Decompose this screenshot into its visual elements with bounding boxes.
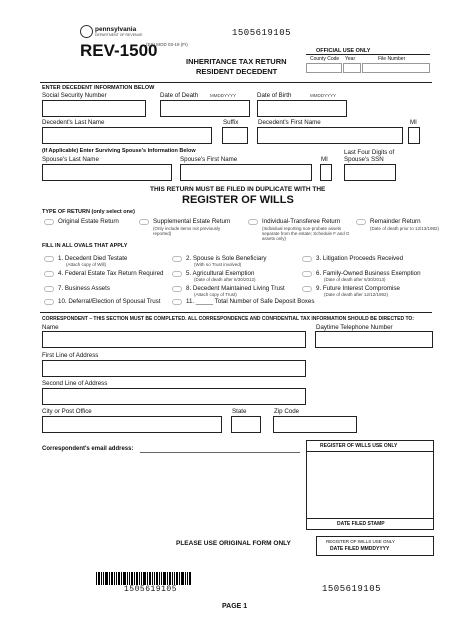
- register-of-wills-heading: REGISTER OF WILLS: [182, 194, 294, 206]
- phone-field[interactable]: [315, 331, 433, 348]
- zip-label: Zip Code: [274, 408, 300, 415]
- oval-8-label: 8. Decedent Maintained Living Trust: [186, 285, 285, 292]
- form-version: (EX) MOD 03-19 (FI): [146, 42, 188, 47]
- correspondent-name-field[interactable]: [42, 331, 306, 348]
- county-code-label: County Code: [310, 56, 340, 62]
- date-filed-stamp-label: DATE FILED STAMP: [337, 521, 385, 527]
- state-field[interactable]: [231, 416, 261, 433]
- spouse-ssn-label-line2: Spouse's SSN: [344, 156, 384, 163]
- oval-1-note: (Attach copy of Will): [66, 262, 107, 267]
- oval-2-note: (With no Trust involved): [194, 262, 242, 267]
- oval-2[interactable]: [172, 256, 182, 262]
- correspondent-notice: CORRESPONDENT – THIS SECTION MUST BE COMPLETED. ALL CORRESPONDENCE AND CONFIDENTIAL TAX INFORMATION SHOULD BE DIRECTED TO:: [42, 316, 414, 322]
- return-title-line1: INHERITANCE TAX RETURN: [186, 57, 287, 66]
- date-of-death-label: Date of Death: [160, 92, 199, 99]
- return-type-remainder-note: (Date of death prior to 12/13/1982): [370, 226, 440, 231]
- spouse-ssn-field[interactable]: [344, 164, 396, 181]
- email-field[interactable]: [140, 452, 300, 453]
- address2-label: Second Line of Address: [42, 380, 108, 387]
- state-label: State: [232, 408, 247, 415]
- oval-5-label: 5. Agricultural Exemption: [186, 270, 255, 277]
- date-of-birth-field[interactable]: [257, 100, 347, 117]
- spouse-first-name-field[interactable]: [180, 164, 312, 181]
- header-barcode-number: 1505619105: [232, 28, 292, 38]
- address1-label: First Line of Address: [42, 352, 99, 359]
- oval-2-label: 2. Spouse is Sole Beneficiary: [186, 255, 267, 262]
- oval-11[interactable]: [172, 299, 182, 305]
- oval-9-note: (Date of death after 12/12/1982): [324, 292, 389, 297]
- file-number-field[interactable]: [362, 63, 430, 73]
- dod-format: MMDDYYYY: [210, 93, 237, 98]
- ovals-title: FILL IN ALL OVALS THAT APPLY: [42, 243, 128, 249]
- oval-4-label: 4. Federal Estate Tax Return Required: [58, 270, 164, 277]
- correspondent-name-label: Name: [42, 324, 59, 331]
- oval-10[interactable]: [44, 299, 54, 305]
- decedent-last-name-label: Decedent's Last Name: [42, 119, 105, 126]
- spouse-last-name-field[interactable]: [42, 164, 172, 181]
- spouse-last-name-label: Spouse's Last Name: [42, 156, 99, 163]
- register-use-box: [306, 440, 434, 530]
- oval-3[interactable]: [302, 256, 312, 262]
- oval-9[interactable]: [302, 286, 312, 292]
- official-use-label: OFFICIAL USE ONLY: [316, 48, 371, 54]
- oval-5[interactable]: [172, 271, 182, 277]
- oval-7[interactable]: [44, 286, 54, 292]
- register-use-title: REGISTER OF WILLS USE ONLY: [320, 443, 398, 449]
- return-type-oval-transferee[interactable]: [248, 219, 258, 225]
- date-of-death-field[interactable]: [160, 100, 250, 117]
- original-form-notice: PLEASE USE ORIGINAL FORM ONLY: [176, 540, 291, 547]
- dob-format: MMDDYYYY: [310, 93, 337, 98]
- address1-field[interactable]: [42, 360, 306, 377]
- suffix-field[interactable]: [222, 127, 248, 144]
- spouse-section-title: (If Applicable) Enter Surviving Spouse's Information Below: [42, 148, 196, 154]
- decedent-first-name-label: Decedent's First Name: [258, 119, 321, 126]
- oval-6-label: 6. Family-Owned Business Exemption: [316, 270, 421, 277]
- oval-6-note: (Date of death after 6/30/2013): [324, 277, 386, 282]
- decedent-last-name-field[interactable]: [42, 127, 212, 144]
- oval-9-label: 9. Future Interest Compromise: [316, 285, 400, 292]
- decedent-mi-field[interactable]: [408, 127, 420, 144]
- oval-6[interactable]: [302, 271, 312, 277]
- spouse-mi-field[interactable]: [320, 164, 332, 181]
- page-number: PAGE 1: [222, 603, 248, 610]
- oval-7-label: 7. Business Assets: [58, 285, 110, 292]
- return-type-oval-remainder[interactable]: [356, 219, 366, 225]
- suffix-label: Suffix: [223, 119, 239, 126]
- date-of-birth-label: Date of Birth: [257, 92, 292, 99]
- return-title-line2: RESIDENT DECEDENT: [196, 67, 278, 76]
- footer-barcode: [96, 572, 216, 585]
- decedent-mi-label: MI: [410, 119, 417, 126]
- ssn-label: Social Security Number: [42, 92, 107, 99]
- form-number: REV-1500: [80, 41, 158, 60]
- city-field[interactable]: [42, 416, 222, 433]
- logo-subtext: DEPARTMENT OF REVENUE: [95, 33, 143, 37]
- phone-label: Daytime Telephone Number: [316, 324, 393, 331]
- return-type-transferee-label: Individual-Transferee Return: [262, 218, 341, 225]
- ssn-field[interactable]: [42, 100, 146, 117]
- oval-3-label: 3. Litigation Proceeds Received: [316, 255, 404, 262]
- oval-8[interactable]: [172, 286, 182, 292]
- year-field[interactable]: [343, 63, 361, 73]
- return-type-title: TYPE OF RETURN (only select one): [42, 209, 135, 215]
- return-type-supplemental-note: (Only include items not previously reported): [153, 226, 221, 236]
- spouse-ssn-label-line1: Last Four Digits of: [344, 149, 395, 156]
- register-use-title-2: REGISTER OF WILLS USE ONLY: [326, 539, 395, 544]
- oval-8-note: (Attach copy of Trust): [194, 292, 237, 297]
- return-type-original-label: Original Estate Return: [58, 218, 119, 225]
- pa-logo-icon: [80, 25, 93, 38]
- oval-11-label: 11. _____ Total Number of Safe Deposit Boxes: [186, 298, 315, 305]
- year-label: Year: [345, 56, 356, 62]
- spouse-first-name-label: Spouse's First Name: [180, 156, 238, 163]
- oval-10-label: 10. Deferral/Election of Spousal Trust: [58, 298, 161, 305]
- oval-5-note: (Date of death after 6/30/2012): [194, 277, 256, 282]
- decedent-section-title: ENTER DECEDENT INFORMATION BELOW: [42, 85, 155, 91]
- return-type-supplemental-label: Supplemental Estate Return: [153, 218, 231, 225]
- oval-4[interactable]: [44, 271, 54, 277]
- file-number-label: File Number: [378, 56, 406, 62]
- return-type-transferee-note: (Individual reporting non-probate assets separate from the estate; Schedule F and G assets only): [262, 226, 350, 241]
- zip-field[interactable]: [273, 416, 357, 433]
- decedent-first-name-field[interactable]: [257, 127, 403, 144]
- city-label: City or Post Office: [42, 408, 92, 415]
- logo-text: pennsylvania: [95, 26, 137, 33]
- return-type-oval-original[interactable]: [44, 219, 54, 225]
- duplicate-notice: THIS RETURN MUST BE FILED IN DUPLICATE WITH THE: [150, 186, 326, 193]
- date-filed-label: DATE FILED MMDDYYYY: [330, 546, 390, 552]
- return-type-oval-supplemental[interactable]: [139, 219, 149, 225]
- spouse-mi-label: MI: [321, 156, 328, 163]
- email-label: Correspondent's email address:: [42, 446, 134, 452]
- address2-field[interactable]: [42, 388, 306, 405]
- county-code-field[interactable]: [306, 63, 342, 73]
- oval-1-label: 1. Decedent Died Testate: [58, 255, 128, 262]
- footer-barcode-number: 1505619105: [322, 584, 382, 594]
- return-type-remainder-label: Remainder Return: [370, 218, 421, 225]
- oval-1[interactable]: [44, 256, 54, 262]
- footer-barcode-text: 1505619105: [124, 585, 178, 594]
